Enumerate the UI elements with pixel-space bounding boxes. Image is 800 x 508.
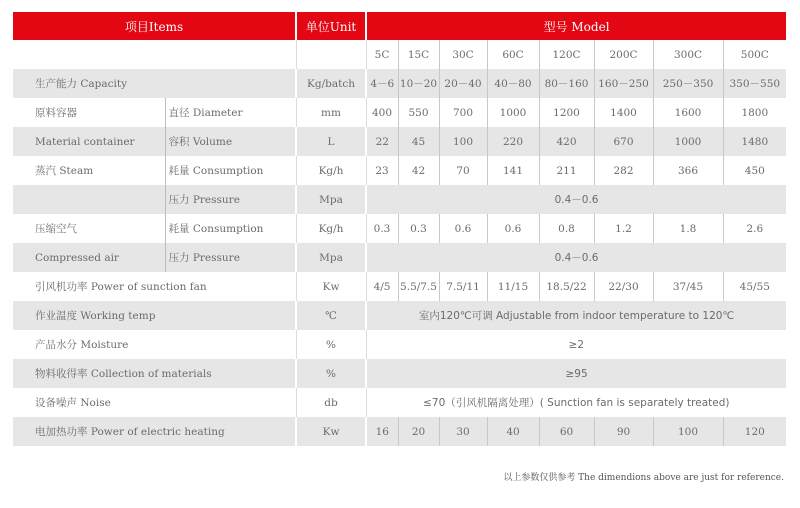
cell: 40 — [487, 417, 539, 446]
cell: 70 — [439, 156, 487, 185]
cell: 100 — [439, 127, 487, 156]
row-sublabel: 容积 Volume — [165, 127, 296, 156]
cell: 100 — [653, 417, 723, 446]
cell: 141 — [487, 156, 539, 185]
row-unit: % — [296, 330, 366, 359]
row-label: 产品水分 Moisture — [13, 330, 296, 359]
cell: 4/5 — [366, 272, 398, 301]
cell: 45/55 — [723, 272, 786, 301]
spanning-value: ≥2 — [366, 330, 786, 359]
row-label: 物料收得率 Collection of materials — [13, 359, 296, 388]
row-label: Compressed air — [13, 243, 165, 272]
cell: 366 — [653, 156, 723, 185]
air-consumption-row — [13, 214, 786, 243]
model-header: 型号 Model — [366, 12, 786, 40]
cell: 1000 — [653, 127, 723, 156]
header-row — [13, 12, 786, 40]
cell: 0.6 — [439, 214, 487, 243]
cell: 670 — [594, 127, 653, 156]
cell: 550 — [398, 98, 439, 127]
cell: 1.8 — [653, 214, 723, 243]
row-label: 引风机功率 Power of sunction fan — [13, 272, 296, 301]
heating-power-row — [13, 417, 786, 446]
cell: 23 — [366, 156, 398, 185]
row-label: 生产能力 Capacity — [13, 69, 296, 98]
cell: 40－80 — [487, 69, 539, 98]
cell: 30 — [439, 417, 487, 446]
cell: 120 — [723, 417, 786, 446]
moisture-row — [13, 330, 786, 359]
cell: 2.6 — [723, 214, 786, 243]
row-sublabel: 直径 Diameter — [165, 98, 296, 127]
row-label: 设备噪声 Noise — [13, 388, 296, 417]
cell: 700 — [439, 98, 487, 127]
model-15c: 15C — [398, 40, 439, 69]
cell: 1400 — [594, 98, 653, 127]
model-5c: 5C — [366, 40, 398, 69]
cell: 1.2 — [594, 214, 653, 243]
spanning-value: 室内120℃可调 Adjustable from indoor temperature to 120℃ — [366, 301, 786, 330]
cell: 10－20 — [398, 69, 439, 98]
air-pressure-row — [13, 243, 786, 272]
cell: 1600 — [653, 98, 723, 127]
row-unit: L — [296, 127, 366, 156]
cell: 1200 — [539, 98, 594, 127]
cell: 211 — [539, 156, 594, 185]
cell: 22/30 — [594, 272, 653, 301]
spanning-value: ≤70（引风机隔离处理）( Sunction fan is separately treated) — [366, 388, 786, 417]
cell: 1000 — [487, 98, 539, 127]
cell: 0.3 — [398, 214, 439, 243]
model-300c: 300C — [653, 40, 723, 69]
cell: 37/45 — [653, 272, 723, 301]
working-temp-row — [13, 301, 786, 330]
row-unit: Kg/h — [296, 156, 366, 185]
row-unit: Kg/h — [296, 214, 366, 243]
unit-header: 单位Unit — [296, 12, 366, 40]
spanning-value: ≥95 — [366, 359, 786, 388]
cell: 220 — [487, 127, 539, 156]
row-unit: Mpa — [296, 243, 366, 272]
row-label — [13, 185, 165, 214]
cell: 60 — [539, 417, 594, 446]
row-label: Material container — [13, 127, 165, 156]
row-label: 蒸汽 Steam — [13, 156, 165, 185]
row-label: 作业温度 Working temp — [13, 301, 296, 330]
row-unit: % — [296, 359, 366, 388]
cell: 450 — [723, 156, 786, 185]
cell: 42 — [398, 156, 439, 185]
cell: 350－550 — [723, 69, 786, 98]
noise-row — [13, 388, 786, 417]
steam-consumption-row — [13, 156, 786, 185]
model-200c: 200C — [594, 40, 653, 69]
cell: 0.6 — [487, 214, 539, 243]
cell: 80－160 — [539, 69, 594, 98]
model-30c: 30C — [439, 40, 487, 69]
cell: 20－40 — [439, 69, 487, 98]
cell: 420 — [539, 127, 594, 156]
cell: 7.5/11 — [439, 272, 487, 301]
cell: 45 — [398, 127, 439, 156]
cell: 5.5/7.5 — [398, 272, 439, 301]
items-header: 项目Items — [13, 12, 296, 40]
row-unit: Kw — [296, 272, 366, 301]
cell: 1480 — [723, 127, 786, 156]
cell: 90 — [594, 417, 653, 446]
spec-table — [13, 12, 786, 446]
cell: 22 — [366, 127, 398, 156]
footnote: 以上参数仅供参考 The dimendions above are just for reference. — [503, 473, 784, 483]
collection-row — [13, 359, 786, 388]
row-sublabel: 耗量 Consumption — [165, 214, 296, 243]
volume-row — [13, 127, 786, 156]
row-sublabel: 压力 Pressure — [165, 185, 296, 214]
row-unit: mm — [296, 98, 366, 127]
row-label: 原料容器 — [13, 98, 165, 127]
diameter-row — [13, 98, 786, 127]
spanning-value: 0.4－0.6 — [366, 185, 786, 214]
row-label: 电加热功率 Power of electric heating — [13, 417, 296, 446]
fan-power-row — [13, 272, 786, 301]
model-60c: 60C — [487, 40, 539, 69]
cell: 0.8 — [539, 214, 594, 243]
cell: 160－250 — [594, 69, 653, 98]
cell: 282 — [594, 156, 653, 185]
row-unit: Kg/batch — [296, 69, 366, 98]
row-unit: Kw — [296, 417, 366, 446]
row-sublabel: 压力 Pressure — [165, 243, 296, 272]
cell: 20 — [398, 417, 439, 446]
cell: 1800 — [723, 98, 786, 127]
cell: 18.5/22 — [539, 272, 594, 301]
row-unit: ℃ — [296, 301, 366, 330]
cell: 4－6 — [366, 69, 398, 98]
row-unit: db — [296, 388, 366, 417]
cell: 11/15 — [487, 272, 539, 301]
row-sublabel: 耗量 Consumption — [165, 156, 296, 185]
steam-pressure-row — [13, 185, 786, 214]
row-label: 压缩空气 — [13, 214, 165, 243]
cell: 250－350 — [653, 69, 723, 98]
model-500c: 500C — [723, 40, 786, 69]
model-120c: 120C — [539, 40, 594, 69]
capacity-row — [13, 69, 786, 98]
spanning-value: 0.4－0.6 — [366, 243, 786, 272]
cell: 400 — [366, 98, 398, 127]
model-row — [13, 40, 786, 69]
cell: 0.3 — [366, 214, 398, 243]
cell: 16 — [366, 417, 398, 446]
row-unit: Mpa — [296, 185, 366, 214]
